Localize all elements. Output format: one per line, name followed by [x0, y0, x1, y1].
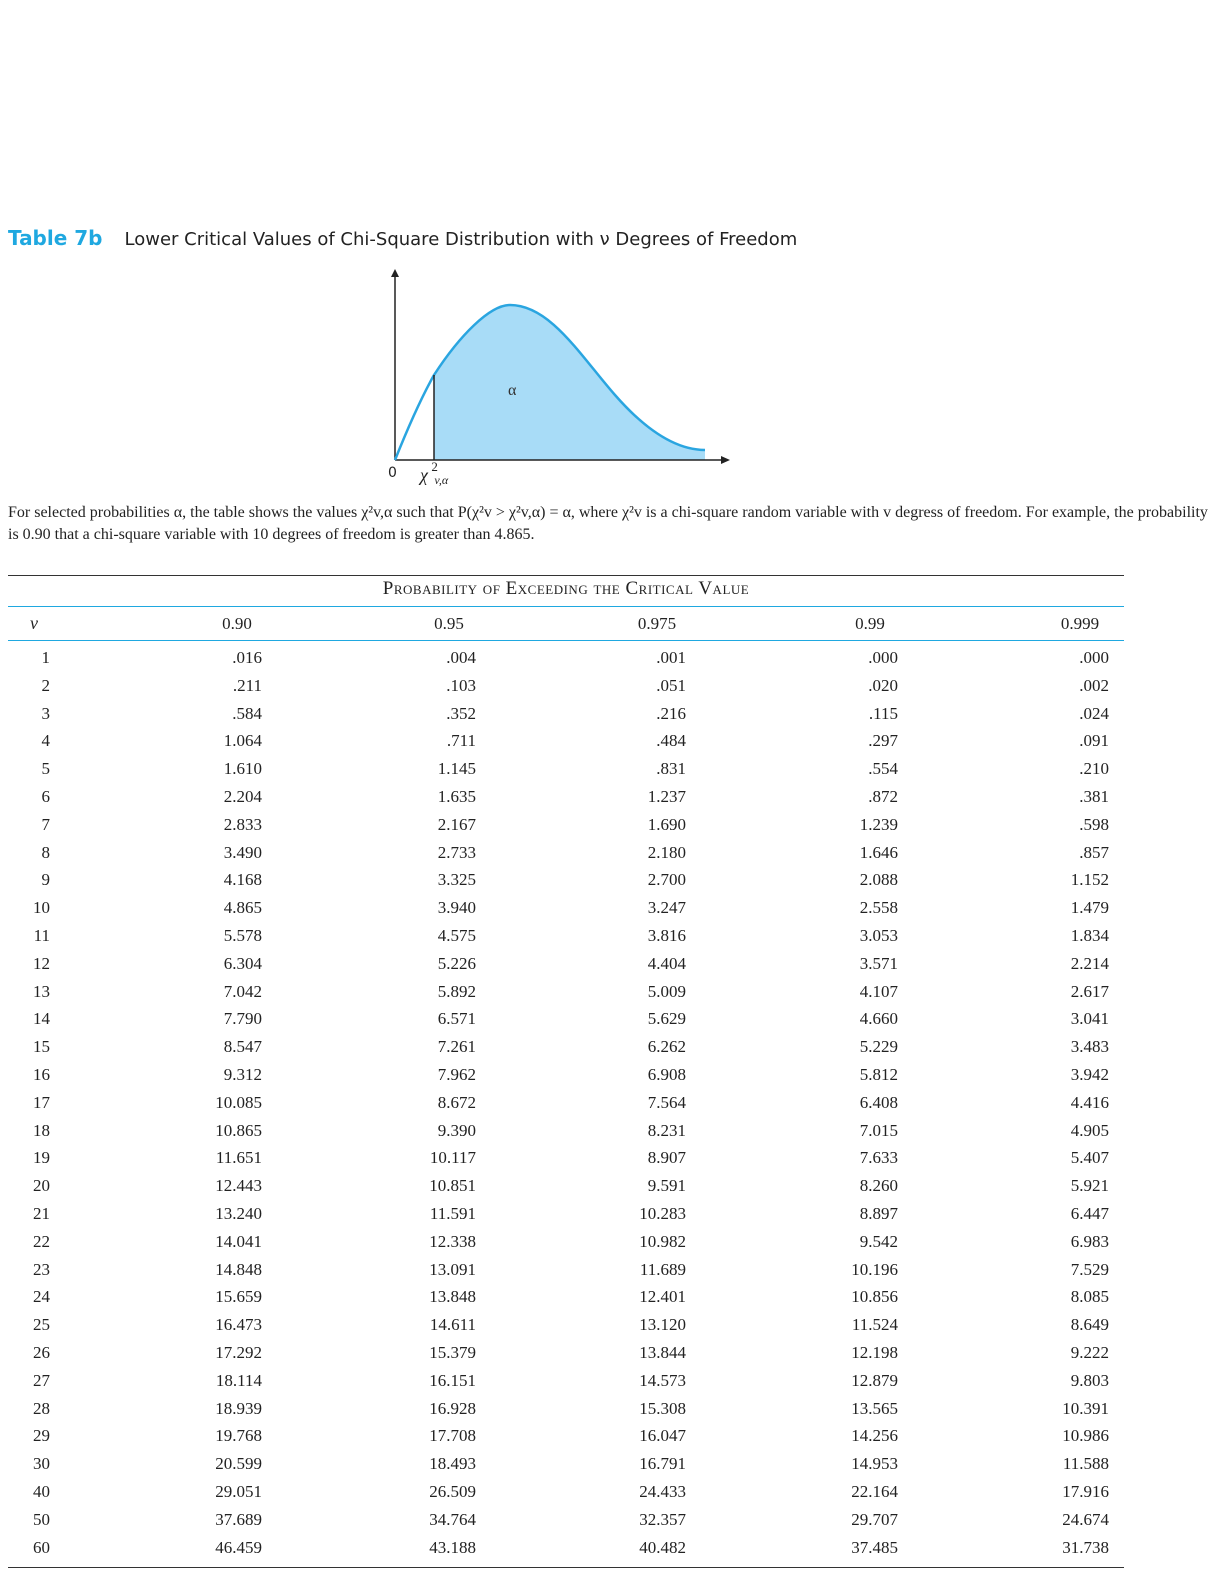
row-nu-cell: 26: [33, 1343, 50, 1362]
value-cell: 10.986: [1062, 1426, 1109, 1446]
value-cell: 3.041: [1070, 1009, 1109, 1029]
value-cell: 3.483: [1070, 1037, 1109, 1057]
value-cell: 5.578: [223, 926, 262, 945]
value-cell: 8.907: [647, 1148, 686, 1168]
value-cell: 5.921: [1070, 1176, 1109, 1196]
value-cell: 6.571: [437, 1009, 476, 1029]
table-description: For selected probabilities α, the table shows the values χ²v,α such that P(χ²v > χ²v,α) = α, where χ²v is a chi-square random variable with v degress of freedom. For example, the probability is 0.90 that a chi-square variable with 10 degrees of freedom is greater than 4.865.: [8, 504, 1208, 543]
value-cell: 9.222: [1070, 1343, 1109, 1362]
value-cell: 18.939: [215, 1398, 262, 1418]
row-nu-cell: 25: [33, 1315, 50, 1335]
value-cell: .115: [868, 703, 898, 723]
value-cell: 2.180: [647, 842, 686, 862]
row-nu-cell: 60: [33, 1537, 50, 1557]
value-cell: .598: [1079, 814, 1109, 834]
row-nu-cell: 2: [41, 675, 50, 695]
value-cell: 4.575: [437, 926, 476, 945]
value-cell: 17.708: [429, 1426, 476, 1446]
value-cell: .210: [1079, 759, 1109, 779]
value-cell: 1.145: [437, 759, 476, 779]
value-cell: 20.599: [215, 1454, 262, 1474]
value-cell: 4.416: [1070, 1092, 1109, 1112]
value-cell: 8.260: [859, 1176, 898, 1196]
value-cell: 8.672: [437, 1092, 476, 1112]
value-cell: .352: [446, 703, 476, 723]
value-cell: 22.164: [851, 1482, 898, 1501]
value-cell: .831: [656, 759, 686, 779]
value-cell: 4.905: [1070, 1120, 1109, 1140]
value-cell: 15.379: [429, 1343, 476, 1362]
value-cell: 1.239: [859, 814, 898, 834]
value-cell: 7.633: [859, 1148, 898, 1168]
value-cell: 11.651: [215, 1148, 262, 1168]
origin-label: 0: [388, 465, 397, 481]
row-nu-cell: 27: [33, 1370, 50, 1390]
value-cell: .002: [1079, 675, 1109, 695]
value-cell: .020: [868, 675, 898, 695]
value-cell: 10.851: [429, 1176, 476, 1196]
value-cell: 37.689: [215, 1509, 262, 1529]
value-cell: 4.865: [223, 898, 262, 918]
value-cell: .216: [656, 703, 686, 723]
value-cell: 14.953: [851, 1454, 898, 1474]
value-cell: 9.803: [1070, 1370, 1109, 1390]
value-cell: 37.485: [851, 1537, 898, 1557]
value-cell: 3.571: [859, 953, 898, 973]
value-cell: 8.649: [1070, 1315, 1109, 1335]
value-cell: 9.390: [437, 1120, 476, 1140]
value-cell: 7.564: [647, 1092, 686, 1112]
value-cell: .484: [656, 731, 686, 751]
row-nu-cell: 12: [33, 953, 50, 973]
row-nu-cell: 18: [33, 1120, 50, 1140]
row-nu-cell: 23: [33, 1259, 50, 1279]
value-cell: 1.152: [1070, 870, 1109, 890]
value-cell: 13.844: [639, 1343, 686, 1362]
value-cell: 10.865: [215, 1120, 262, 1140]
column-header-0.95: 0.95: [434, 614, 464, 633]
value-cell: 17.916: [1062, 1482, 1109, 1501]
value-cell: .000: [1079, 648, 1109, 667]
value-cell: .091: [1079, 731, 1109, 751]
row-nu-cell: 20: [33, 1176, 50, 1196]
value-cell: .004: [446, 648, 476, 667]
value-cell: 5.226: [437, 953, 476, 973]
value-cell: 5.892: [437, 981, 476, 1001]
value-cell: 2.088: [859, 870, 898, 890]
value-cell: 16.151: [429, 1370, 476, 1390]
x-axis-arrow-icon: [721, 456, 730, 464]
value-cell: 5.407: [1070, 1148, 1109, 1168]
probability-group-header: Probability of Exceeding the Critical Value: [382, 578, 750, 599]
value-cell: 12.198: [851, 1343, 898, 1362]
value-cell: 2.617: [1070, 981, 1109, 1001]
value-cell: 7.790: [223, 1009, 262, 1029]
value-cell: 6.304: [223, 953, 262, 973]
value-cell: 31.738: [1062, 1537, 1109, 1557]
value-cell: .001: [656, 648, 686, 667]
critical-value-symbol: χ: [420, 465, 428, 485]
value-cell: 14.041: [215, 1231, 262, 1251]
value-cell: 32.357: [639, 1509, 686, 1529]
value-cell: 1.479: [1070, 898, 1109, 918]
value-cell: 29.051: [215, 1482, 262, 1501]
value-cell: 10.085: [215, 1092, 262, 1112]
value-cell: 9.591: [647, 1176, 686, 1196]
value-cell: 1.237: [647, 787, 686, 806]
value-cell: 2.700: [647, 870, 686, 890]
value-cell: 46.459: [215, 1537, 262, 1557]
row-nu-cell: 11: [33, 926, 50, 945]
row-nu-cell: 4: [41, 731, 50, 751]
table-bottom-rule: [8, 1567, 1124, 1568]
table-title: [8, 226, 797, 250]
row-nu-cell: 29: [33, 1426, 50, 1446]
value-cell: .584: [232, 703, 262, 723]
value-cell: 7.261: [437, 1037, 476, 1057]
value-cell: 24.674: [1062, 1509, 1109, 1529]
row-nu-cell: 24: [33, 1287, 50, 1307]
value-cell: 6.447: [1070, 1204, 1109, 1223]
row-nu-cell: 40: [33, 1482, 50, 1501]
value-cell: 10.391: [1062, 1398, 1109, 1418]
value-cell: 16.791: [639, 1454, 686, 1474]
value-cell: 13.240: [215, 1204, 262, 1223]
row-nu-cell: 16: [33, 1065, 50, 1084]
value-cell: 17.292: [215, 1343, 262, 1362]
row-nu-cell: 8: [41, 842, 50, 862]
alpha-label: α: [508, 382, 517, 399]
value-cell: 14.848: [215, 1259, 262, 1279]
value-cell: 15.659: [215, 1287, 262, 1307]
value-cell: 34.764: [429, 1509, 476, 1529]
value-cell: .016: [232, 648, 262, 667]
value-cell: 3.053: [859, 926, 898, 945]
value-cell: 11.689: [639, 1259, 686, 1279]
value-cell: .211: [232, 675, 262, 695]
value-cell: 4.107: [859, 981, 898, 1001]
value-cell: 7.529: [1070, 1259, 1109, 1279]
value-cell: 9.542: [859, 1231, 898, 1251]
value-cell: 18.114: [215, 1370, 262, 1390]
chi-square-curve-diagram: [380, 265, 740, 490]
row-nu-cell: 9: [41, 870, 50, 890]
value-cell: .103: [446, 675, 476, 695]
row-nu-cell: 28: [33, 1398, 50, 1418]
value-cell: 7.042: [223, 981, 262, 1001]
value-cell: 10.856: [851, 1287, 898, 1307]
value-cell: 5.812: [859, 1065, 898, 1084]
value-cell: 4.168: [223, 870, 262, 890]
value-cell: 7.962: [437, 1065, 476, 1084]
value-cell: 12.879: [851, 1370, 898, 1390]
value-cell: .024: [1079, 703, 1109, 723]
column-header-0.999: 0.999: [1060, 614, 1100, 633]
value-cell: .711: [446, 731, 476, 751]
row-nu-cell: 17: [33, 1092, 50, 1112]
value-cell: 12.338: [429, 1231, 476, 1251]
critical-value-sup: 2: [431, 459, 438, 474]
value-cell: 10.283: [639, 1204, 686, 1223]
value-cell: .857: [1079, 842, 1109, 862]
row-nu-cell: 7: [41, 814, 50, 834]
value-cell: 7.015: [859, 1120, 898, 1140]
value-cell: 1.610: [223, 759, 262, 779]
value-cell: 10.196: [851, 1259, 898, 1279]
value-cell: 6.908: [647, 1065, 686, 1084]
value-cell: 1.646: [859, 842, 898, 862]
nu-column-header: ν: [30, 613, 38, 633]
row-nu-cell: 15: [33, 1037, 50, 1057]
value-cell: 29.707: [851, 1509, 898, 1529]
value-cell: 10.117: [429, 1148, 476, 1168]
value-cell: 14.256: [851, 1426, 898, 1446]
row-nu-cell: 22: [33, 1231, 50, 1251]
value-cell: 11.524: [851, 1315, 898, 1335]
critical-value-sub: v,α: [434, 473, 449, 487]
group-header-rule: [8, 606, 1124, 607]
row-nu-cell: 13: [33, 981, 50, 1001]
column-header-0.90: 0.90: [222, 614, 252, 633]
value-cell: 3.325: [437, 870, 476, 890]
value-cell: 9.312: [223, 1065, 262, 1084]
value-cell: 8.231: [647, 1120, 686, 1140]
value-cell: 19.768: [215, 1426, 262, 1446]
value-cell: 2.733: [437, 842, 476, 862]
value-cell: 40.482: [639, 1537, 686, 1557]
value-cell: 2.833: [223, 814, 262, 834]
value-cell: .381: [1079, 787, 1109, 806]
row-nu-cell: 14: [33, 1009, 50, 1029]
chi-square-figure: [380, 265, 740, 490]
row-nu-cell: 19: [33, 1148, 50, 1168]
value-cell: 8.897: [859, 1204, 898, 1223]
row-nu-cell: 10: [33, 898, 50, 918]
value-cell: 4.660: [859, 1009, 898, 1029]
value-cell: 4.404: [647, 953, 686, 973]
column-header-rule: [8, 640, 1124, 641]
value-cell: 6.983: [1070, 1231, 1109, 1251]
value-cell: .297: [868, 731, 898, 751]
value-cell: 14.573: [639, 1370, 686, 1390]
value-cell: 5.009: [647, 981, 686, 1001]
value-cell: 13.091: [429, 1259, 476, 1279]
value-cell: 11.591: [429, 1204, 476, 1223]
value-cell: .554: [868, 759, 898, 779]
value-cell: 13.565: [851, 1398, 898, 1418]
row-nu-cell: 3: [41, 703, 50, 723]
value-cell: 3.942: [1070, 1065, 1109, 1084]
value-cell: 18.493: [429, 1454, 476, 1474]
value-cell: 16.047: [639, 1426, 686, 1446]
value-cell: 3.940: [437, 898, 476, 918]
value-cell: 2.558: [859, 898, 898, 918]
column-header-0.975: 0.975: [637, 614, 677, 633]
value-cell: 1.064: [223, 731, 262, 751]
value-cell: 16.928: [429, 1398, 476, 1418]
value-cell: .872: [868, 787, 898, 806]
table-number: Table 7b: [8, 226, 103, 250]
value-cell: 2.214: [1070, 953, 1109, 973]
row-nu-cell: 1: [41, 648, 50, 667]
column-header-0.99: 0.99: [855, 614, 885, 633]
value-cell: 1.834: [1070, 926, 1109, 945]
row-nu-cell: 50: [33, 1509, 50, 1529]
value-cell: 6.408: [859, 1092, 898, 1112]
value-cell: 3.247: [647, 898, 686, 918]
row-nu-cell: 5: [41, 759, 50, 779]
table-caption: Lower Critical Values of Chi-Square Distribution with ν Degrees of Freedom: [124, 229, 798, 250]
value-cell: 10.982: [639, 1231, 686, 1251]
value-cell: 8.547: [223, 1037, 262, 1057]
value-cell: 6.262: [647, 1037, 686, 1057]
value-cell: 13.848: [429, 1287, 476, 1307]
value-cell: 26.509: [429, 1482, 476, 1501]
table-top-rule: [8, 575, 1124, 576]
value-cell: 11.588: [1062, 1454, 1109, 1474]
value-cell: 12.443: [215, 1176, 262, 1196]
value-cell: 43.188: [429, 1537, 476, 1557]
value-cell: 1.690: [647, 814, 686, 834]
value-cell: 8.085: [1070, 1287, 1109, 1307]
value-cell: 5.629: [647, 1009, 686, 1029]
value-cell: 1.635: [437, 787, 476, 806]
value-cell: 5.229: [859, 1037, 898, 1057]
y-axis-arrow-icon: [391, 269, 399, 277]
value-cell: 14.611: [429, 1315, 476, 1335]
value-cell: 2.204: [223, 787, 262, 806]
value-cell: 13.120: [639, 1315, 686, 1335]
value-cell: 15.308: [639, 1398, 686, 1418]
value-cell: 3.490: [223, 842, 262, 862]
value-cell: .000: [868, 648, 898, 667]
value-cell: 12.401: [639, 1287, 686, 1307]
row-nu-cell: 21: [33, 1204, 50, 1223]
value-cell: 2.167: [437, 814, 476, 834]
value-cell: 3.816: [647, 926, 686, 945]
row-nu-cell: 30: [33, 1454, 50, 1474]
value-cell: 16.473: [215, 1315, 262, 1335]
row-nu-cell: 6: [41, 787, 50, 806]
value-cell: .051: [656, 675, 686, 695]
value-cell: 24.433: [639, 1482, 686, 1501]
